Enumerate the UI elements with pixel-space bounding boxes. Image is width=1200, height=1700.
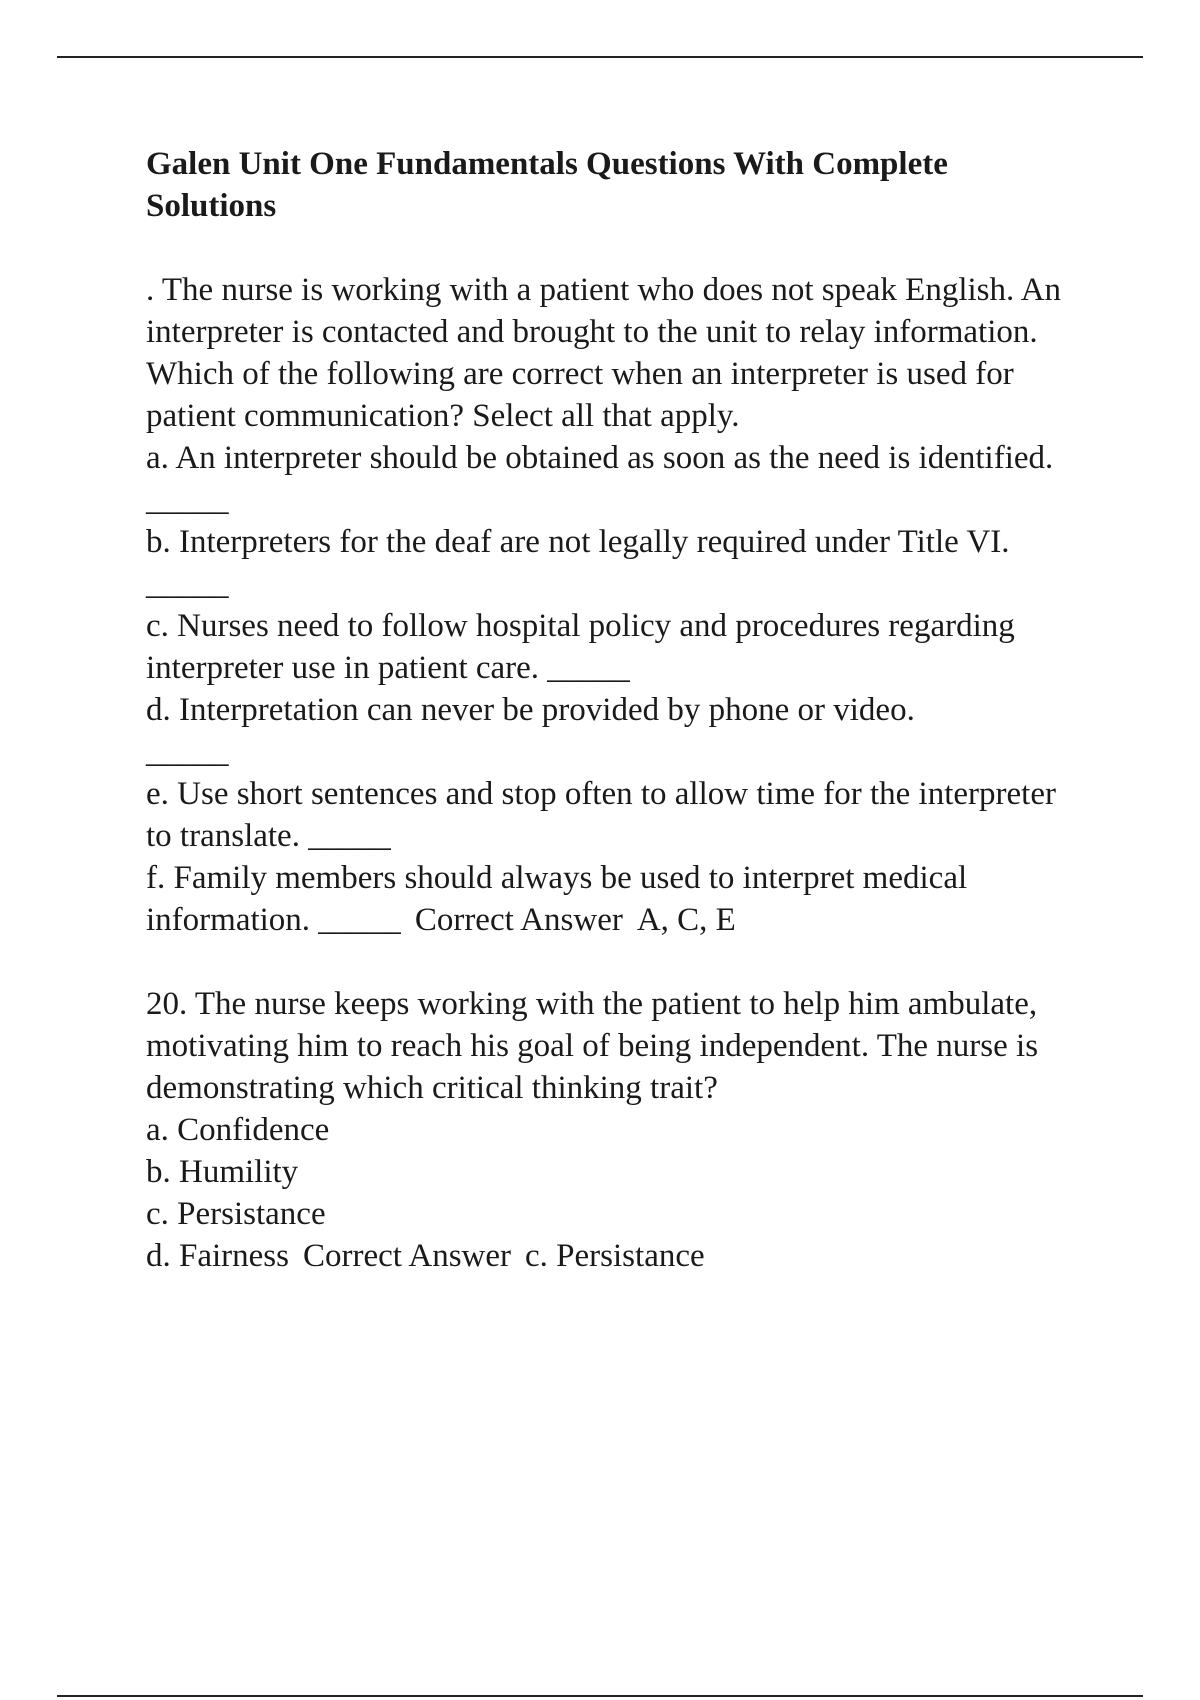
question-20-stem: 20. The nurse keeps working with the patient to help him ambulate, motivating him to reach his goal of being independent. The nurse is demonstrating which critical thinking trait? xyxy=(146,986,1039,1106)
question-1-answer-value: A, C, E xyxy=(636,902,736,938)
question-20-answer-label: Correct Answer xyxy=(303,1238,512,1274)
top-rule xyxy=(57,56,1143,58)
question-20-option-d-line xyxy=(146,1235,1086,1277)
question-1-option-d: d. Interpretation can never be provided by phone or video. xyxy=(146,692,915,728)
question-1 xyxy=(146,269,1086,941)
question-20-option-d: d. Fairness xyxy=(146,1238,289,1274)
bottom-rule xyxy=(57,1695,1143,1697)
question-1-option-b: b. Interpreters for the deaf are not legally required under Title VI. _____ xyxy=(146,524,1010,602)
question-1-option-d-blank: _____ xyxy=(146,734,229,770)
question-1-option-a: a. An interpreter should be obtained as soon as the need is identified. _____ xyxy=(146,440,1054,518)
question-1-answer-label: Correct Answer xyxy=(414,902,623,938)
question-1-stem: . The nurse is working with a patient who does not speak English. An interpreter is contacted and brought to the unit to relay information. Which of the following are correct when an interpreter is used for patient communication? Select all that apply. xyxy=(146,272,1062,434)
question-1-option-e: e. Use short sentences and stop often to allow time for the interpreter to translate. _____ xyxy=(146,776,1056,854)
question-20-option-c: c. Persistance xyxy=(146,1196,326,1232)
document-body xyxy=(146,143,1086,1277)
question-1-option-f: f. Family members should always be used to interpret medical information. _____ xyxy=(146,860,968,938)
question-1-option-f-line xyxy=(146,857,1086,941)
question-20 xyxy=(146,983,1086,1277)
question-20-answer-value: c. Persistance xyxy=(525,1238,705,1274)
question-20-option-a: a. Confidence xyxy=(146,1112,330,1148)
question-1-option-c: c. Nurses need to follow hospital policy and procedures regarding interpreter use in patient care. _____ xyxy=(146,608,1015,686)
question-20-option-b: b. Humility xyxy=(146,1154,299,1190)
document-title: Galen Unit One Fundamentals Questions With Complete Solutions xyxy=(146,146,948,224)
